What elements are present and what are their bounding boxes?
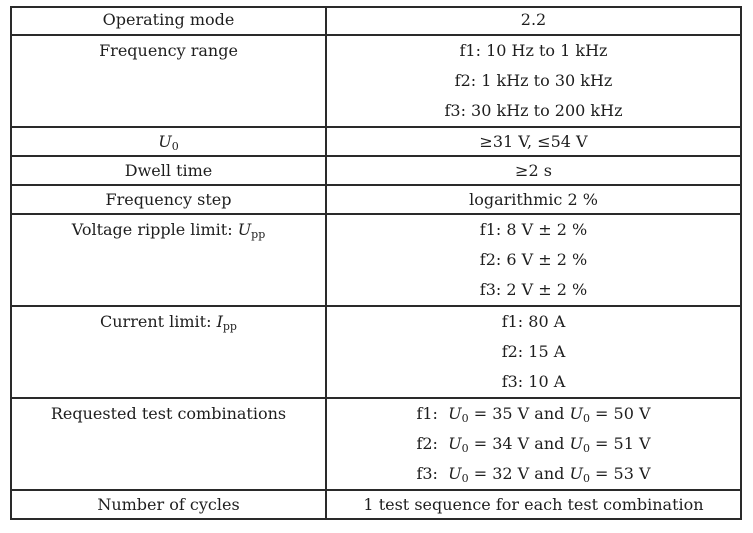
param-value-cell xyxy=(326,185,741,214)
param-value: f3: 2 V ± 2 % xyxy=(479,280,588,299)
param-value: 1 test sequence for each test combination xyxy=(363,495,704,514)
test-parameters-table xyxy=(10,6,742,520)
symbol-subscript: pp xyxy=(251,228,266,241)
table-row xyxy=(11,185,741,214)
param-label: Dwell time xyxy=(124,161,213,180)
param-label-cell xyxy=(11,35,326,127)
table-row xyxy=(11,156,741,185)
param-label xyxy=(12,307,325,337)
table-row xyxy=(11,490,741,519)
param-value: ≥2 s xyxy=(515,161,552,180)
symbol-variable: U xyxy=(237,220,252,239)
param-value-cell xyxy=(326,490,741,519)
param-label-cell xyxy=(11,490,326,519)
param-value-cell xyxy=(326,306,741,398)
param-value-cell xyxy=(326,214,741,306)
test-combination: f3: $U_0 = 32$ V and $U_0 = 53$ V xyxy=(416,464,651,485)
param-value: f1: 80 A xyxy=(501,312,566,331)
test-combination: f2: $U_0 = 34$ V and $U_0 = 51$ V xyxy=(416,434,651,455)
symbol-subscript: 0 xyxy=(171,140,179,153)
label-text: Current limit: xyxy=(100,312,217,331)
param-value: f3: 30 kHz to 200 kHz xyxy=(444,101,623,120)
param-value: ≥31 V, ≤54 V xyxy=(479,132,588,151)
param-label-cell xyxy=(11,156,326,185)
param-value: f1: 10 Hz to 1 kHz xyxy=(459,41,608,60)
param-label xyxy=(12,128,325,155)
param-label-cell xyxy=(11,185,326,214)
param-value: f2: 15 A xyxy=(501,342,566,361)
param-label-cell xyxy=(11,398,326,490)
param-value: f2: 6 V ± 2 % xyxy=(479,250,588,269)
param-label: Number of cycles xyxy=(97,495,240,514)
label-text: Voltage ripple limit: xyxy=(71,220,238,239)
param-value-cell xyxy=(326,398,741,490)
param-label-cell xyxy=(11,7,326,35)
param-value: f2: 1 kHz to 30 kHz xyxy=(454,71,613,90)
param-label-cell xyxy=(11,127,326,156)
param-value: f1: 8 V ± 2 % xyxy=(479,220,588,239)
symbol-subscript: pp xyxy=(222,320,237,333)
table-row xyxy=(11,7,741,35)
symbol-variable: U xyxy=(158,132,172,151)
param-value: f3: 10 A xyxy=(501,372,566,391)
symbol-variable: I xyxy=(216,312,223,331)
param-value-cell xyxy=(326,7,741,35)
table-row xyxy=(11,306,741,398)
param-label-cell xyxy=(11,306,326,398)
param-value: 2.2 xyxy=(520,10,547,29)
param-value-cell xyxy=(326,127,741,156)
table-row xyxy=(11,35,741,127)
param-value-cell xyxy=(326,35,741,127)
param-label: Requested test combinations xyxy=(50,404,287,423)
table-row xyxy=(11,398,741,490)
param-label: Frequency range xyxy=(99,41,238,60)
table-row xyxy=(11,214,741,306)
param-label xyxy=(12,215,325,245)
param-label-cell xyxy=(11,214,326,306)
param-value-cell xyxy=(326,156,741,185)
param-value: logarithmic 2 % xyxy=(469,190,598,209)
test-combination: f1: $U_0 = 35$ V and $U_0 = 50$ V xyxy=(416,404,651,425)
param-label: Frequency step xyxy=(105,190,232,209)
param-label: Operating mode xyxy=(102,10,235,29)
table-row xyxy=(11,127,741,156)
